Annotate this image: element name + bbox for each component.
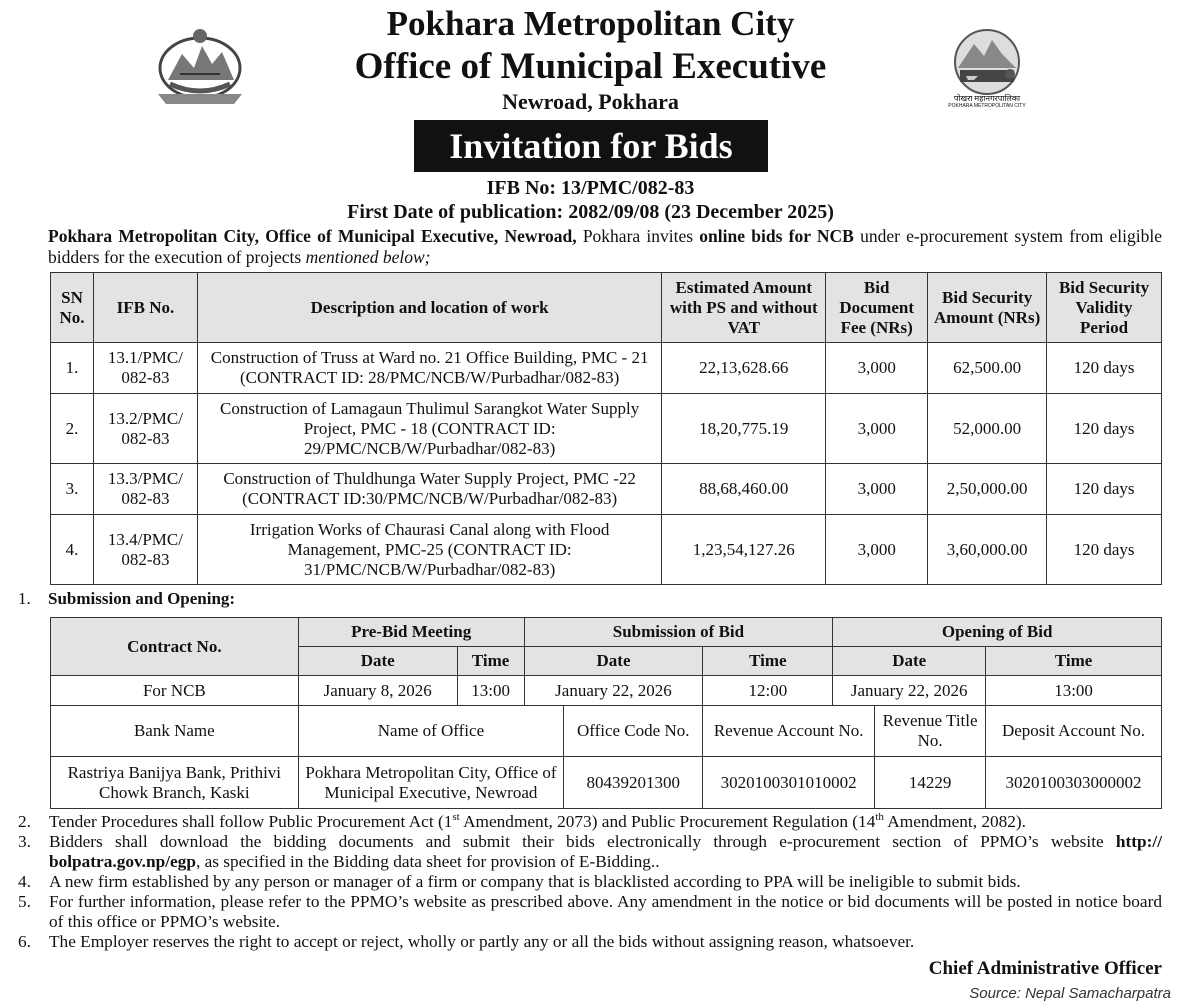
cell-opening-time: 13:00	[986, 676, 1162, 706]
cell-amount: 22,13,628.66	[662, 343, 826, 394]
col-header-office-code: Office Code No.	[564, 706, 703, 757]
cell-submission-date: January 22, 2026	[524, 676, 703, 706]
cell-sn: 2.	[51, 394, 94, 464]
table-header-row	[51, 706, 1162, 757]
submission-section-number: 1.	[18, 589, 31, 608]
list-item	[18, 932, 1162, 952]
note-number: 6.	[18, 932, 31, 951]
cell-revenue-account: 3020100301010002	[703, 757, 875, 809]
cell-validity: 120 days	[1047, 394, 1162, 464]
col-header-bank-name: Bank Name	[51, 706, 299, 757]
cell-office-code: 80439201300	[564, 757, 703, 809]
cell-ifb: 13.4/PMC/ 082-83	[93, 515, 197, 585]
list-item	[18, 832, 1162, 872]
office-title: Office of Municipal Executive	[354, 46, 827, 87]
col-header-amount: Estimated Amount with PS and without VAT	[662, 273, 826, 343]
intro-text-1: Pokhara invites	[576, 226, 700, 246]
col-header-revenue-title: Revenue Title No.	[875, 706, 986, 757]
col-header-sn: SN No.	[51, 273, 94, 343]
table-row	[51, 464, 1162, 515]
cell-sn: 3.	[51, 464, 94, 515]
office-address: Newroad, Pokhara	[502, 89, 679, 114]
table-row	[51, 757, 1162, 809]
col-header-date: Date	[524, 647, 703, 676]
cell-submission-time: 12:00	[703, 676, 833, 706]
note-number: 4.	[18, 872, 31, 891]
col-header-time: Time	[457, 647, 524, 676]
table-row	[51, 676, 1162, 706]
col-header-date: Date	[833, 647, 986, 676]
notice-banner: Invitation for Bids	[414, 120, 768, 172]
cell-security: 52,000.00	[928, 394, 1047, 464]
cell-office-name: Pokhara Metropolitan City, Office of Municipal Executive, Newroad	[298, 757, 564, 809]
bank-table	[50, 705, 1162, 809]
note-text: For further information, please refer to the PPMO’s website as prescribed above. Any amendment in the notice or bid documents will be posted in notice board of this office or PPMO’s website.	[49, 892, 1162, 931]
col-header-revenue-account: Revenue Account No.	[703, 706, 875, 757]
cell-fee: 3,000	[826, 464, 928, 515]
col-header-fee: Bid Document Fee (NRs)	[826, 273, 928, 343]
table-row	[51, 394, 1162, 464]
note-text: The Employer reserves the right to accept or reject, wholly or partly any or all the bids without assigning reason, whatsoever.	[49, 932, 915, 951]
list-item	[18, 892, 1162, 932]
signature-title: Chief Administrative Officer	[928, 958, 1162, 979]
note-text: , as specified in the Bidding data sheet for provision of E-Bidding..	[195, 852, 660, 871]
col-header-ifb: IFB No.	[93, 273, 197, 343]
intro-text-2: under e-procurement system from eligible bidders for the execution of projects	[48, 226, 1162, 267]
note-number: 2.	[18, 812, 31, 831]
cell-sn: 1.	[51, 343, 94, 394]
cell-prebid-time: 13:00	[457, 676, 524, 706]
cell-amount: 18,20,775.19	[662, 394, 826, 464]
cell-description: Construction of Lamagaun Thulimul Sarangkot Water Supply Project, PMC - 18 (CONTRACT ID: 29/PMC/NCB/W/Purbadhar/082-83)	[197, 394, 661, 464]
table-row	[51, 515, 1162, 585]
col-header-description: Description and location of work	[197, 273, 661, 343]
city-title: Pokhara Metropolitan City	[386, 4, 795, 43]
list-item	[18, 812, 1162, 832]
publication-date: First Date of publication: 2082/09/08 (23 December 2025)	[347, 201, 834, 223]
cell-security: 3,60,000.00	[928, 515, 1047, 585]
intro-paragraph	[48, 226, 1162, 268]
cell-amount: 88,68,460.00	[662, 464, 826, 515]
col-header-date: Date	[298, 647, 457, 676]
logo-caption-en: POKHARA METROPOLITAN CITY	[948, 103, 1026, 109]
cell-security: 62,500.00	[928, 343, 1047, 394]
col-header-opening: Opening of Bid	[833, 618, 1162, 647]
cell-opening-date: January 22, 2026	[833, 676, 986, 706]
col-header-time: Time	[986, 647, 1162, 676]
note-superscript: st	[452, 811, 460, 824]
note-number: 5.	[18, 892, 31, 911]
cell-fee: 3,000	[826, 394, 928, 464]
col-header-prebid: Pre-Bid Meeting	[298, 618, 524, 647]
bids-table	[50, 272, 1162, 585]
col-header-validity: Bid Security Validity Period	[1047, 273, 1162, 343]
submission-section-label: Submission and Opening:	[48, 589, 236, 608]
cell-description: Construction of Thuldhunga Water Supply Project, PMC -22 (CONTRACT ID:30/PMC/NCB/W/Purbadhar/082-83)	[197, 464, 661, 515]
cell-revenue-title: 14229	[875, 757, 986, 809]
logo-caption-np: पोखरा महानगरपालिका	[953, 94, 1021, 103]
col-header-time: Time	[703, 647, 833, 676]
cell-sn: 4.	[51, 515, 94, 585]
col-header-submission: Submission of Bid	[524, 618, 833, 647]
ppmo-website-link[interactable]: http:// bolpatra.gov.np/egp	[49, 832, 1162, 871]
cell-description: Irrigation Works of Chaurasi Canal along with Flood Management, PMC-25 (CONTRACT ID: 31/PMC/NCB/W/Purbadhar/082-83)	[197, 515, 661, 585]
cell-ifb: 13.3/PMC/ 082-83	[93, 464, 197, 515]
note-text: Amendment, 2073) and Public Procurement Regulation (14	[459, 812, 876, 831]
ifb-number: IFB No: 13/PMC/082-83	[486, 177, 695, 199]
note-text: Amendment, 2082).	[883, 812, 1026, 831]
cell-validity: 120 days	[1047, 464, 1162, 515]
table-header-row	[51, 273, 1162, 343]
notes-list	[18, 812, 1162, 952]
intro-bold-office: Pokhara Metropolitan City, Office of Municipal Executive, Newroad,	[48, 226, 577, 246]
cell-ifb: 13.2/PMC/ 082-83	[93, 394, 197, 464]
table-row	[51, 343, 1162, 394]
cell-ifb: 13.1/PMC/ 082-83	[93, 343, 197, 394]
cell-validity: 120 days	[1047, 343, 1162, 394]
cell-bank-name: Rastriya Banijya Bank, Prithivi Chowk Branch, Kaski	[51, 757, 299, 809]
cell-description: Construction of Truss at Ward no. 21 Office Building, PMC - 21 (CONTRACT ID: 28/PMC/NCB/W/Purbadhar/082-83)	[197, 343, 661, 394]
col-header-deposit-account: Deposit Account No.	[986, 706, 1162, 757]
cell-validity: 120 days	[1047, 515, 1162, 585]
source-credit: Source: Nepal Samacharpatra	[969, 985, 1171, 1002]
table-header-row	[51, 618, 1162, 647]
col-header-office-name: Name of Office	[298, 706, 564, 757]
cell-fee: 3,000	[826, 515, 928, 585]
submission-table	[50, 617, 1162, 706]
list-item	[18, 872, 1162, 892]
col-header-contract: Contract No.	[51, 618, 299, 676]
note-text: Tender Procedures shall follow Public Procurement Act (1	[49, 812, 453, 831]
cell-fee: 3,000	[826, 343, 928, 394]
note-number: 3.	[18, 832, 31, 851]
intro-bold-ncb: online bids for NCB	[699, 226, 854, 246]
col-header-security: Bid Security Amount (NRs)	[928, 273, 1047, 343]
cell-security: 2,50,000.00	[928, 464, 1047, 515]
note-superscript: th	[875, 811, 884, 824]
cell-amount: 1,23,54,127.26	[662, 515, 826, 585]
cell-deposit-account: 3020100303000002	[986, 757, 1162, 809]
cell-contract: For NCB	[51, 676, 299, 706]
submission-section-title	[18, 589, 235, 609]
note-text: Bidders shall download the bidding documents and submit their bids electronically through e-procurement section of PPMO’s website	[49, 832, 1116, 851]
cell-prebid-date: January 8, 2026	[298, 676, 457, 706]
intro-italic: mentioned below;	[305, 247, 431, 267]
note-text: A new firm established by any person or manager of a firm or company that is blacklisted according to PPA will be ineligible to submit bids.	[49, 872, 1021, 891]
